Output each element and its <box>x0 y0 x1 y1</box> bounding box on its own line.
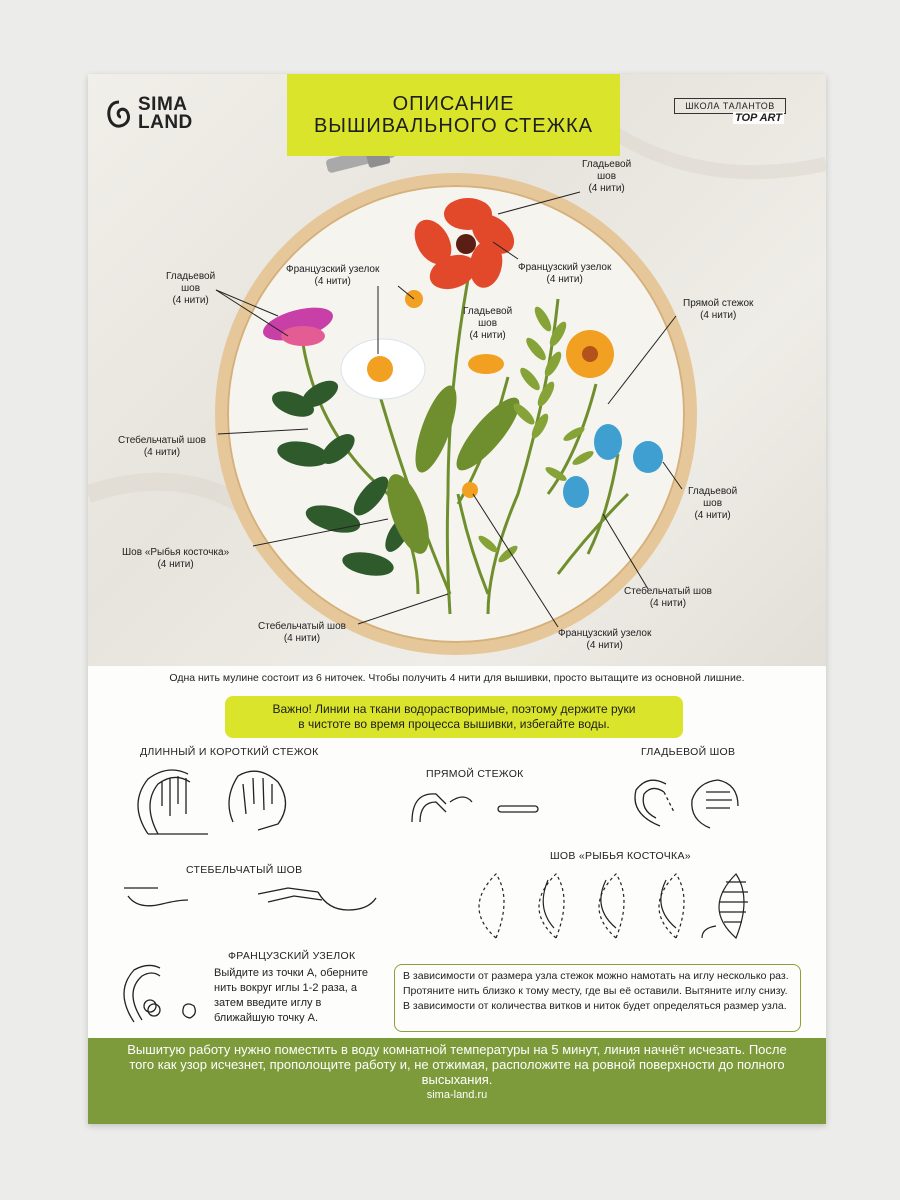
diagram-title-long-short: ДЛИННЫЙ И КОРОТКИЙ СТЕЖОК <box>140 746 319 758</box>
orange-star-flower <box>566 330 614 378</box>
label-french-bottom: Французский узелок (4 нити) <box>558 628 652 651</box>
label-stem-right: Стебельчатый шов (4 нити) <box>624 586 712 609</box>
orange-flower <box>468 354 504 374</box>
title-line1: ОПИСАНИЕ <box>392 93 515 115</box>
diagram-title-fishbone: ШОВ «РЫБЬЯ КОСТОЧКА» <box>550 850 691 862</box>
label-straight-right: Прямой стежок (4 нити) <box>683 298 754 321</box>
warning-line1: Важно! Линии на ткани водорастворимые, поэтому держите руки <box>272 702 636 716</box>
daisy-flower <box>341 339 425 399</box>
diagram-title-satin: ГЛАДЬЕВОЙ ШОВ <box>641 746 736 758</box>
warning-line2: в чистоте во время процесса вышивки, избегайте воды. <box>298 717 610 731</box>
label-satin-left: Гладьевой шов (4 нити) <box>166 271 216 306</box>
label-fishbone-left: Шов «Рыбья косточка» (4 нити) <box>122 547 230 570</box>
sima-land-logo <box>106 96 193 132</box>
label-satin-top: Гладьевой шов (4 нити) <box>582 159 632 194</box>
long-short-stitch-diagram <box>128 764 308 844</box>
page-title <box>287 74 620 156</box>
brand-badge <box>674 98 786 132</box>
label-stem-bottom: Стебельчатый шов (4 нити) <box>258 621 346 644</box>
diagram-title-stem: СТЕБЕЛЬЧАТЫЙ ШОВ <box>186 864 303 876</box>
label-satin-right: Гладьевой шов (4 нити) <box>688 486 738 521</box>
instruction-sheet <box>88 74 826 1124</box>
warning-box <box>225 696 683 738</box>
straight-stitch-diagram <box>406 782 546 832</box>
label-stem-left: Стебельчатый шов (4 нити) <box>118 435 206 458</box>
french-knot-instructions: Выйдите из точки А, оберните нить вокруг иглы 1-2 раза, а затем введите иглу в ближайшую точку А. <box>214 967 369 1024</box>
label-french-right: Французский узелок (4 нити) <box>518 262 612 285</box>
stem-stitch-diagram <box>118 880 388 930</box>
thread-info: Одна нить мулине состоит из 6 ниточек. Чтобы получить 4 нити для вышивки, просто вытащите из основной лишние. <box>169 672 745 684</box>
diagram-title-straight: ПРЯМОЙ СТЕЖОК <box>426 768 524 780</box>
logo-line2: LAND <box>138 112 193 133</box>
embroidery-illustration <box>88 74 826 666</box>
footer-banner <box>88 1038 826 1124</box>
title-line2: ВЫШИВАЛЬНОГО СТЕЖКА <box>313 115 594 137</box>
brand-line2: TOP ART <box>734 112 782 124</box>
sima-land-logo-icon <box>106 99 132 129</box>
label-french-left: Французский узелок (4 нити) <box>286 264 380 287</box>
satin-stitch-diagram <box>620 764 750 844</box>
diagram-title-french: ФРАНЦУЗСКИЙ УЗЕЛОК <box>228 950 356 962</box>
yellow-bud-icon <box>462 482 478 498</box>
knot-note-box: В зависимости от размера узла стежок можно намотать на иглу несколько раз. Протяните нить близко к тому месту, где вы её оставили. Вытяните иглу снизу. В зависимости от количества витков и ниток будет определяться размер узла. <box>394 964 801 1032</box>
footer-text: Вышитую работу нужно поместить в воду комнатной температуры на 5 минут, линия начнёт исчезать. После того как узор исчезнет, прополощите работу и, не отжимая, расположите на ровной поверхности до полного высыхания. <box>127 1042 787 1087</box>
brand-line1: ШКОЛА ТАЛАНТОВ <box>674 98 786 114</box>
label-satin-center: Гладьевой шов (4 нити) <box>463 306 513 341</box>
footer-url[interactable]: sima-land.ru <box>426 1089 488 1101</box>
logo-line1: SIMA <box>138 94 188 115</box>
fishbone-diagram <box>466 868 766 948</box>
french-knot-diagram <box>114 962 214 1032</box>
embroidery-photo <box>88 74 826 666</box>
